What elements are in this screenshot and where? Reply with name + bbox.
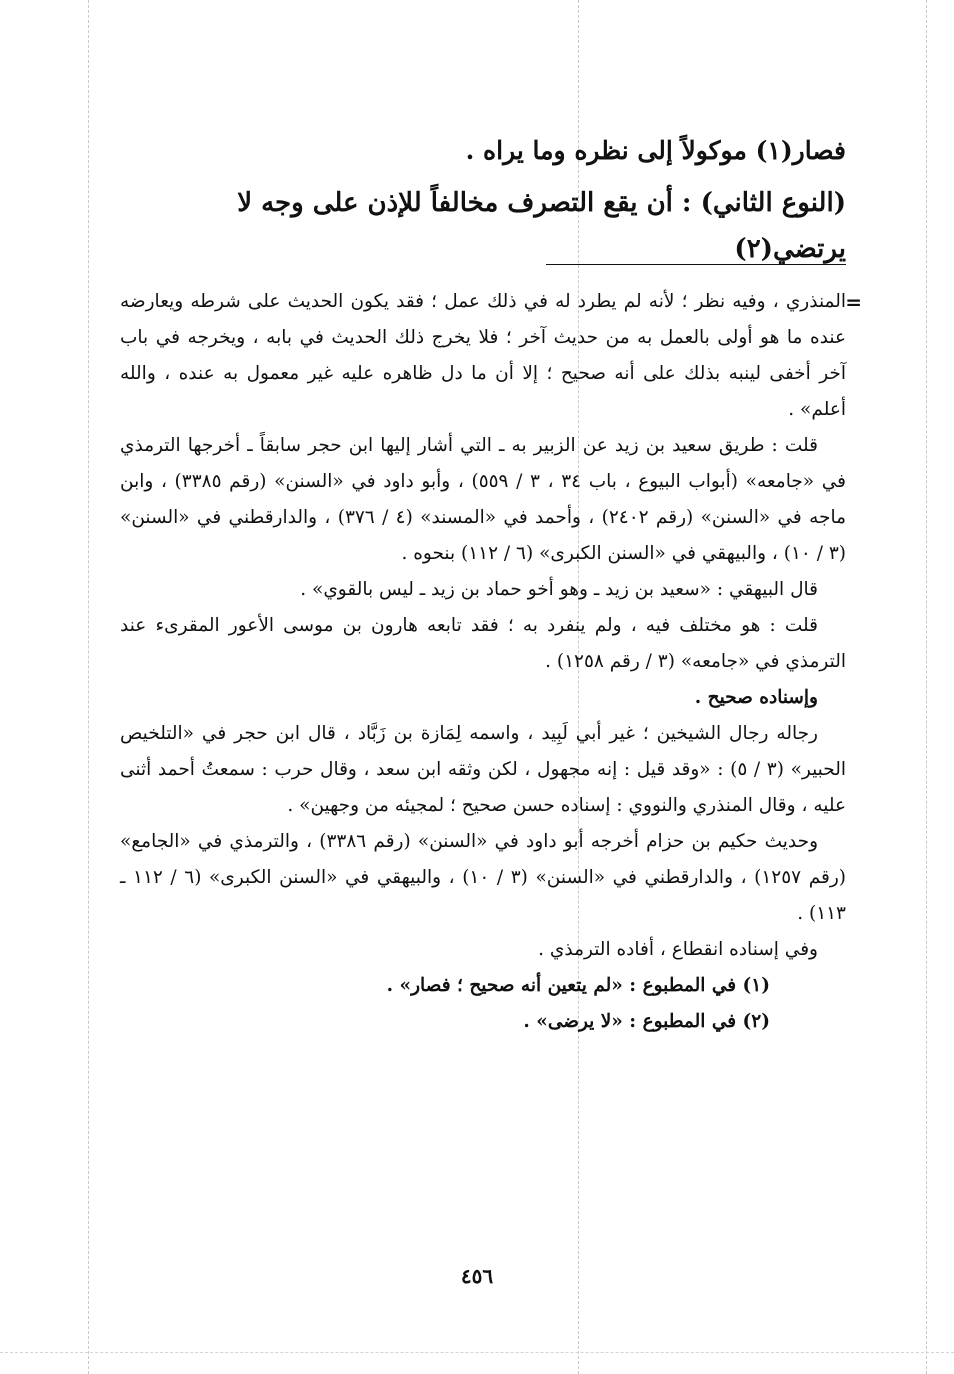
- note-paragraph: قال البيهقي : «سعيد بن زيد ـ وهو أخو حماد بن زيد ـ ليس بالقوي» .: [300, 579, 818, 600]
- main-text-block: [120, 128, 846, 278]
- note-paragraph: وفي إسناده انقطاع ، أفاده الترمذي .: [538, 939, 818, 960]
- note-paragraph: رجاله رجال الشيخين ؛ غير أبي لَبِيد ، واسمه لِمَازة بن زَبَّاد ، قال ابن حجر في «التلخيص الحبير» (٣ / ٥) : «وقد قيل : إنه مجهول ، لكن وثقه ابن سعد ، وقال حرب : سمعتُ أحمد أثنى عليه ، وقال المنذري والنووي : إسناده حسن صحيح ؛ لمجيئه من وجهين» .: [120, 723, 846, 816]
- scan-fold-line-bottom: [0, 1352, 954, 1353]
- note-paragraph: وحديث حكيم بن حزام أخرجه أبو داود في «السنن» (رقم ٣٣٨٦) ، والترمذي في «الجامع» (رقم ١٢٥٧) ، والدارقطني في «السنن» (٣ / ١٠) ، والبيهقي في «السنن الكبرى» (٦ / ١١٢ ـ ١١٣) .: [120, 831, 847, 924]
- footnotes-block: [120, 284, 846, 1040]
- scan-fold-line-left: [88, 0, 89, 1374]
- note-paragraph: المنذري ، وفيه نظر ؛ لأنه لم يطرد له في ذلك عمل ؛ فقد يكون الحديث على شرطه ويعارضه عنده ما هو أولى بالعمل به من حديث آخر ؛ فلا يخرج ذلك الحديث في بابه ، ويخرجه في باب آخر أخفى لينبه بذلك على أنه صحيح ؛ إلا أن ما دل ظاهره عليه غير معمول به عنده ، والله أعلم» .: [120, 291, 846, 420]
- footnote-1: (١) في المطبوع : «لم يتعين أنه صحيح ؛ فصار» .: [386, 975, 770, 996]
- scan-fold-line-right: [926, 0, 927, 1374]
- footnote-2: (٢) في المطبوع : «لا يرضى» .: [523, 1011, 770, 1032]
- section-heading: (النوع الثاني) : أن يقع التصرف مخالفاً للإذن على وجه لا يرتضي(٢): [237, 188, 846, 264]
- note-paragraph: قلت : هو مختلف فيه ، ولم ينفرد به ؛ فقد تابعه هارون بن موسى الأعور المقرىء عند الترمذي في «جامعه» (٣ / رقم ١٢٥٨) .: [120, 615, 846, 672]
- main-text-line: فصار(١) موكولاً إلى نظره وما يراه .: [465, 136, 846, 165]
- continuation-mark: =: [845, 290, 862, 314]
- note-paragraph-emphasis: وإسناده صحيح .: [694, 687, 818, 708]
- note-paragraph: قلت : طريق سعيد بن زيد عن الزبير به ـ التي أشار إليها ابن حجر سابقاً ـ أخرجها الترمذي في «جامعه» (أبواب البيوع ، باب ٣٤ ، ٣ / ٥٥٩) ، وأبو داود في «السنن» (رقم ٣٣٨٥) ، وابن ماجه في «السنن» (رقم ٢٤٠٢) ، وأحمد في «المسند» (٤ / ٣٧٦) ، والدارقطني في «السنن» (٣ / ١٠) ، والبيهقي في «السنن الكبرى» (٦ / ١١٢) بنحوه .: [120, 435, 847, 564]
- page-number: ٤٥٦: [460, 1264, 494, 1288]
- footnote-divider: [546, 264, 846, 265]
